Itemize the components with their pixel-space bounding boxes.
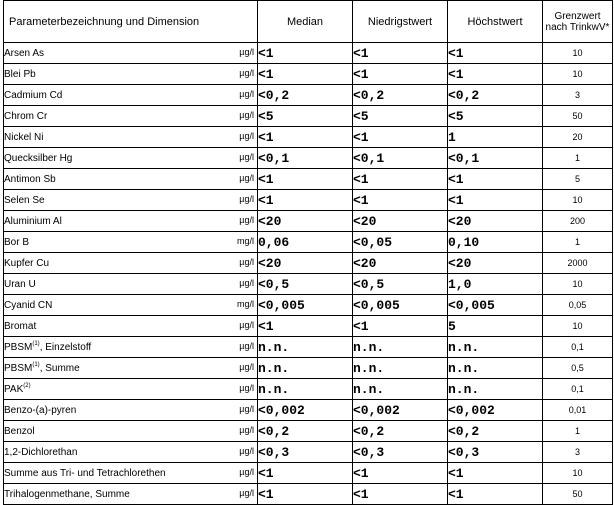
table-row	[4, 400, 613, 421]
limit-cell: 0,1	[543, 379, 613, 400]
table-row	[4, 295, 613, 316]
footnote-marker: (1)	[32, 340, 40, 347]
unit-label: µg/l	[239, 68, 254, 78]
median-cell: <0,3	[258, 442, 353, 463]
table-row	[4, 64, 613, 85]
max-cell: 5	[448, 316, 543, 337]
parameter-name: Uran U	[4, 278, 36, 290]
median-cell: <1	[258, 484, 353, 505]
min-cell: <1	[353, 463, 448, 484]
header-median: Median	[258, 1, 353, 43]
unit-label: µg/l	[239, 467, 254, 477]
median-cell: n.n.	[258, 358, 353, 379]
max-cell: <5	[448, 106, 543, 127]
table-row	[4, 190, 613, 211]
parameter-cell	[4, 232, 258, 253]
table-row	[4, 169, 613, 190]
unit-label: µg/l	[239, 446, 254, 456]
min-cell: <0,05	[353, 232, 448, 253]
max-cell: <0,3	[448, 442, 543, 463]
max-cell: <1	[448, 169, 543, 190]
header-max: Höchstwert	[448, 1, 543, 43]
table-row	[4, 442, 613, 463]
limit-cell: 10	[543, 64, 613, 85]
table-row	[4, 106, 613, 127]
limit-cell: 10	[543, 43, 613, 64]
parameter-cell	[4, 484, 258, 505]
min-cell: <5	[353, 106, 448, 127]
median-cell: <1	[258, 463, 353, 484]
median-cell: n.n.	[258, 337, 353, 358]
parameter-cell	[4, 253, 258, 274]
max-cell: <0,005	[448, 295, 543, 316]
limit-cell: 50	[543, 106, 613, 127]
max-cell: <20	[448, 211, 543, 232]
unit-label: µg/l	[239, 320, 254, 330]
median-cell: <1	[258, 190, 353, 211]
max-cell: <1	[448, 463, 543, 484]
unit-label: µg/l	[239, 341, 254, 351]
parameter-name: PBSM	[4, 362, 33, 374]
parameter-cell	[4, 358, 258, 379]
parameter-name: PAK	[4, 383, 24, 395]
parameter-cell	[4, 85, 258, 106]
limit-cell: 3	[543, 442, 613, 463]
table-row	[4, 484, 613, 505]
min-cell: <0,002	[353, 400, 448, 421]
min-cell: <1	[353, 43, 448, 64]
parameter-cell	[4, 421, 258, 442]
parameter-suffix: , Einzelstoff	[39, 341, 92, 353]
unit-label: mg/l	[236, 299, 254, 309]
min-cell: <20	[353, 253, 448, 274]
median-cell: <0,002	[258, 400, 353, 421]
table-row	[4, 43, 613, 64]
median-cell: <1	[258, 316, 353, 337]
limit-cell: 0,1	[543, 337, 613, 358]
parameter-cell	[4, 190, 258, 211]
median-cell: <1	[258, 169, 353, 190]
unit-label: µg/l	[239, 47, 254, 57]
table-row	[4, 421, 613, 442]
median-cell: <20	[258, 211, 353, 232]
min-cell: <1	[353, 484, 448, 505]
parameter-suffix: , Summe	[39, 362, 80, 374]
limit-cell: 1	[543, 148, 613, 169]
parameter-cell	[4, 379, 258, 400]
parameter-name: Quecksilber Hg	[4, 152, 73, 164]
limit-cell: 10	[543, 316, 613, 337]
unit-label: µg/l	[239, 257, 254, 267]
max-cell: <0,2	[448, 85, 543, 106]
parameter-name: Selen Se	[4, 194, 45, 206]
table-row	[4, 127, 613, 148]
parameter-name: Benzo-(a)-pyren	[4, 404, 77, 416]
min-cell: n.n.	[353, 358, 448, 379]
limit-cell: 200	[543, 211, 613, 232]
max-cell: 1,0	[448, 274, 543, 295]
median-cell: <0,1	[258, 148, 353, 169]
unit-label: µg/l	[239, 278, 254, 288]
header-limit: Grenzwert nach TrinkwV*	[543, 1, 613, 43]
max-cell: 1	[448, 127, 543, 148]
parameter-cell	[4, 295, 258, 316]
median-cell: <1	[258, 127, 353, 148]
min-cell: <1	[353, 127, 448, 148]
unit-label: µg/l	[239, 404, 254, 414]
unit-label: µg/l	[239, 89, 254, 99]
max-cell: 0,10	[448, 232, 543, 253]
parameter-cell	[4, 442, 258, 463]
unit-label: µg/l	[239, 194, 254, 204]
parameter-cell	[4, 274, 258, 295]
limit-cell: 10	[543, 190, 613, 211]
unit-label: µg/l	[239, 425, 254, 435]
parameter-cell	[4, 43, 258, 64]
table-row	[4, 211, 613, 232]
median-cell: <20	[258, 253, 353, 274]
max-cell: <0,2	[448, 421, 543, 442]
parameter-name: Nickel Ni	[4, 131, 44, 143]
parameter-name: Chrom Cr	[4, 110, 48, 122]
max-cell: n.n.	[448, 379, 543, 400]
parameter-cell	[4, 463, 258, 484]
median-cell: <0,2	[258, 421, 353, 442]
unit-label: µg/l	[239, 110, 254, 120]
limit-cell: 10	[543, 463, 613, 484]
min-cell: <0,3	[353, 442, 448, 463]
max-cell: <1	[448, 484, 543, 505]
limit-cell: 10	[543, 274, 613, 295]
water-quality-table	[3, 0, 613, 505]
table-row	[4, 253, 613, 274]
unit-label: µg/l	[239, 383, 254, 393]
parameter-name: Cadmium Cd	[4, 89, 63, 101]
unit-label: µg/l	[239, 488, 254, 498]
parameter-cell	[4, 169, 258, 190]
min-cell: <0,2	[353, 85, 448, 106]
parameter-name: PBSM	[4, 341, 33, 353]
limit-cell: 5	[543, 169, 613, 190]
median-cell: 0,06	[258, 232, 353, 253]
parameter-name: Antimon Sb	[4, 173, 56, 185]
limit-cell: 0,01	[543, 400, 613, 421]
max-cell: <0,1	[448, 148, 543, 169]
min-cell: <1	[353, 190, 448, 211]
table-row	[4, 232, 613, 253]
limit-cell: 1	[543, 232, 613, 253]
parameter-cell	[4, 64, 258, 85]
median-cell: <1	[258, 43, 353, 64]
parameter-name: Benzol	[4, 425, 35, 437]
table-row	[4, 148, 613, 169]
parameter-cell	[4, 106, 258, 127]
table-row	[4, 463, 613, 484]
parameter-cell	[4, 211, 258, 232]
min-cell: <0,2	[353, 421, 448, 442]
unit-label: µg/l	[239, 173, 254, 183]
unit-label: µg/l	[239, 215, 254, 225]
median-cell: <5	[258, 106, 353, 127]
limit-cell: 0,5	[543, 358, 613, 379]
header-parameter: Parameterbezeichnung und Dimension	[4, 1, 258, 43]
min-cell: <0,5	[353, 274, 448, 295]
footnote-marker: (2)	[23, 382, 31, 389]
limit-cell: 2000	[543, 253, 613, 274]
table-row	[4, 337, 613, 358]
unit-label: µg/l	[239, 152, 254, 162]
min-cell: <20	[353, 211, 448, 232]
max-cell: <20	[448, 253, 543, 274]
unit-label: mg/l	[236, 236, 254, 246]
max-cell: <1	[448, 43, 543, 64]
parameter-name: Aluminium Al	[4, 215, 62, 227]
table-row	[4, 379, 613, 400]
parameter-cell	[4, 337, 258, 358]
parameter-name: Cyanid CN	[4, 299, 53, 311]
median-cell: <0,5	[258, 274, 353, 295]
median-cell: <0,005	[258, 295, 353, 316]
parameter-cell	[4, 316, 258, 337]
parameter-name: Kupfer Cu	[4, 257, 50, 269]
table-row	[4, 274, 613, 295]
header-row	[4, 1, 613, 43]
min-cell: <0,1	[353, 148, 448, 169]
limit-cell: 50	[543, 484, 613, 505]
parameter-cell	[4, 148, 258, 169]
parameter-name: Blei Pb	[4, 68, 36, 80]
median-cell: n.n.	[258, 379, 353, 400]
min-cell: <0,005	[353, 295, 448, 316]
limit-cell: 1	[543, 421, 613, 442]
table-row	[4, 85, 613, 106]
parameter-cell	[4, 400, 258, 421]
min-cell: <1	[353, 169, 448, 190]
min-cell: n.n.	[353, 337, 448, 358]
limit-cell: 3	[543, 85, 613, 106]
parameter-cell	[4, 127, 258, 148]
parameter-name: Trihalogenmethane, Summe	[4, 488, 130, 500]
parameter-name: Bromat	[4, 320, 37, 332]
max-cell: <0,002	[448, 400, 543, 421]
min-cell: <1	[353, 316, 448, 337]
unit-label: µg/l	[239, 131, 254, 141]
limit-cell: 20	[543, 127, 613, 148]
min-cell: n.n.	[353, 379, 448, 400]
max-cell: n.n.	[448, 337, 543, 358]
max-cell: <1	[448, 190, 543, 211]
median-cell: <0,2	[258, 85, 353, 106]
parameter-name: Bor B	[4, 236, 30, 248]
limit-cell: 0,05	[543, 295, 613, 316]
table-row	[4, 358, 613, 379]
header-min: Niedrigstwert	[353, 1, 448, 43]
median-cell: <1	[258, 64, 353, 85]
table-row	[4, 316, 613, 337]
footnote-marker: (1)	[32, 361, 40, 368]
max-cell: n.n.	[448, 358, 543, 379]
parameter-name: Summe aus Tri- und Tetrachlorethen	[4, 467, 166, 479]
parameter-name: 1,2-Dichlorethan	[4, 446, 78, 458]
max-cell: <1	[448, 64, 543, 85]
min-cell: <1	[353, 64, 448, 85]
table-body	[4, 43, 613, 505]
unit-label: µg/l	[239, 362, 254, 372]
parameter-name: Arsen As	[4, 47, 45, 59]
